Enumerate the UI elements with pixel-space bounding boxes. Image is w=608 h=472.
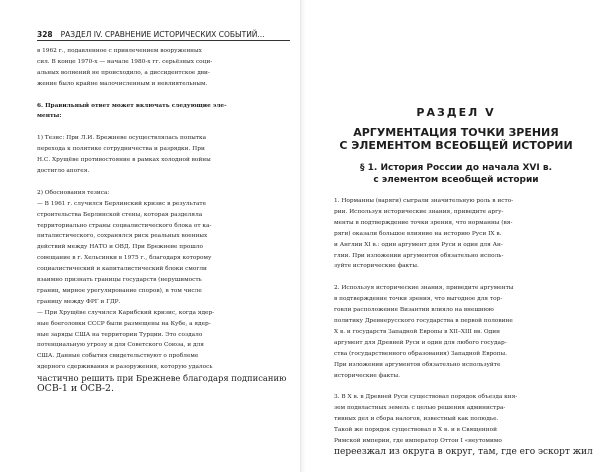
right-page-text-line: менты в подтверждение точки зрения, что норманны (вя- [334,219,513,226]
left-page-text-line: 1) Тезис: При Л.И. Брежневе осуществлялась попытка [37,135,207,142]
left-page-text-line: ОСВ-1 и ОСВ-2. [37,383,114,395]
left-page-text-line: совещание в г. Хельсинки в 1975 г., благодаря которому [37,255,212,262]
right-page-text-line [334,381,593,392]
left-page-text-line: альных волнений не происходило, а диссидентское дви- [37,69,210,76]
right-page-text [334,196,593,458]
left-page-text-line: ные боеголовки СССР были размещены на Кубе, а ядер- [37,320,211,327]
left-page-text-line: перехода к политике сотрудничества и разрядки. При [37,146,205,153]
right-page-text-line: 1. Норманны (варяги) сыграли значительную роль в исто- [334,198,514,204]
right-page-text-line: зем подвластных земель с целью решения администра- [334,405,506,412]
right-page-text-line: ряги) оказали большое влияние на историю Руси IX в. [334,230,502,237]
subsection-heading [304,162,608,186]
right-page-text-line: исторические факты. [334,372,400,379]
right-page-text-line: 2. Используя исторические знания, приведите аргументы [334,285,514,292]
left-page-text-line: США. Данные события свидетельствуют о проблеме [37,353,199,360]
left-page-text-line [37,90,286,101]
left-page-text-line: границу между ФРГ и ГДР. [37,298,121,305]
right-page-text-line: аргумент для Древней Руси и один для любого государ- [334,339,507,346]
right-page-text-line: глии. При изложении аргументов обязательно исполь- [334,252,504,259]
left-page-text-line: действий между НАТО и ОВД. При Брежневе прошло [37,244,203,251]
left-page-text [37,46,286,395]
left-page-text-line: ядерного сдерживания и разоружения, которую удалось [37,364,213,371]
left-page-text-line: — При Хрущёве случился Карибский кризис, когда ядер- [37,309,215,316]
left-page-text-line: — В 1961 г. случился Берлинский кризис в результате [37,200,207,207]
right-page [304,0,608,472]
right-page-text-line: зуйте исторические факты. [334,263,419,270]
left-page-text-line: частично решить при Брежневе благодаря подписанию [37,373,287,384]
left-page-text-line: достигло апогея. [37,167,90,174]
section-label: РАЗДЕЛ V [416,106,496,119]
section-title [304,126,608,152]
right-page-text-line: рии. Используя исторические знания, приведите аргу- [334,208,504,215]
right-page-text-line: Римской империи, где император Оттон I «неутомимо [334,437,502,444]
right-page-text-line: и Англии XI в.: один аргумент для Руси и один для Ан- [334,241,503,248]
left-page-text-line: сил. В конце 1970-х — начале 1980-х гг. серьёзных соци- [37,58,213,65]
left-page-text-line: 6. Правильный ответ может включать следующие эле- [37,102,227,109]
right-page-text-line: При изложении аргументов обязательно используйте [334,361,501,368]
left-page-text-line: питалистического, сохранялся риск реальных военных [37,233,208,240]
right-page-text-line: X в. и государств Западной Европы в XII–XIII вв. Один [334,328,500,335]
left-page [0,0,300,472]
running-header [37,30,290,41]
left-page-text-line: ные заряды США на территории Турции. Это создало [37,331,203,338]
section-title-line-1: АРГУМЕНТАЦИЯ ТОЧКИ ЗРЕНИЯ [353,126,559,139]
right-page-text-line [334,272,593,283]
left-page-text-line: социалистический и капиталистический блоки смогли [37,266,207,273]
right-page-text-line: говли расположение Византии влияло на внешнюю [334,307,494,314]
left-page-text-line: жение было крайне малочисленным и невлиятельным. [37,80,208,87]
header-title: РАЗДЕЛ IV. СРАВНЕНИЕ ИСТОРИЧЕСКИХ СОБЫТИЙ... [60,30,265,39]
right-page-text-line: в подтверждение точки зрения, что выгодное для тор- [334,296,503,303]
left-page-text-line: взаимно признать границы государств (нерушимость [37,277,202,284]
right-page-text-line: переезжал из округа в округ, там, где его эскорт жил [334,446,593,457]
left-page-text-line: менты: [37,113,62,120]
left-page-text-line: строительства Берлинской стены, которая разделяла [37,211,203,218]
left-page-text-line: потенциальную угрозу и для Советского Союза, и для [37,342,204,349]
left-page-text-line: в 1962 г., подавленное с привлечением вооруженных [37,48,202,54]
right-page-text-line: Такой же порядок существовал в X в. и в Священной [334,427,498,434]
right-page-text-line: ства (государственного образования) Западной Европы. [334,350,507,357]
left-page-text-line: границ, мирное урегулирование споров), в том числе [37,287,202,294]
left-page-text-line [37,122,286,133]
right-page-text-line: 3. В X в. в Древней Руси существовал порядок объезда кня- [334,394,518,401]
left-page-text-line: Н.С. Хрущёве противостояние в рамках холодной войны [37,157,211,164]
left-page-text-line: территориально страны социалистического блока от ка- [37,222,212,229]
subsection-line-2: с элементом всеобщей истории [373,175,539,185]
subsection-line-1: § 1. История России до начала XVI в. [360,163,552,173]
section-title-line-2: С ЭЛЕМЕНТОМ ВСЕОБЩЕЙ ИСТОРИИ [339,139,573,152]
left-page-text-line [37,177,286,188]
right-page-text-line: политику Древнерусского государства в первой половине [334,317,513,324]
left-page-text-line: 2) Обоснования тезиса: [37,189,110,196]
page-number: 328 [37,30,53,39]
right-page-text-line: тивных дел и сбора налогов, известный как полюдье. [334,416,499,423]
